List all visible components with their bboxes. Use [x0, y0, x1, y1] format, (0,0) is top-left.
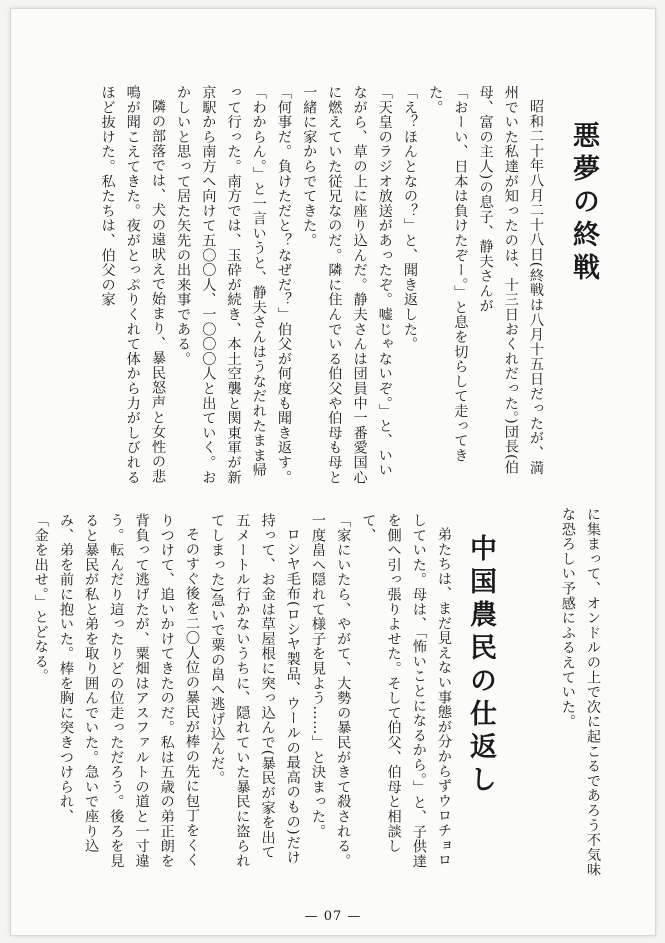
book-page	[10, 8, 656, 936]
section-title-bad-dream: 悪夢の終戦	[568, 121, 599, 286]
section-body-bad-dream	[86, 85, 548, 485]
section-title-farmers-revenge: 中国農民の仕返し	[465, 534, 496, 798]
paragraph: 隣の部落では、犬の遠吠えで始まり、暴民怒声と女性の悲鳴が聞こえてきた。夜がとっぷりくれて体から力がしびれるほど抜けた。私たちは、伯父の家	[99, 85, 166, 485]
paragraph: 昭和二十年八月二十八日(終戦は八月十五日だったが、満州でいた私達が知ったのは、十三日おくれだった。)団長(伯母、富の主人)の息子、静夫さんが	[477, 85, 544, 476]
page-number: — 07 —	[304, 909, 362, 924]
paragraph: そのすぐ後を二〇人位の暴民が棒の先に包丁をくくりつけて、追いかけてきたのだ。私は五歳の弟正朗を背負って逃げたが、粟畑はアスファルトの道と一寸違う。転んだり這ったりどの位走っただろう。後ろを見ると暴民が私と弟を取り囲んでいた。急いで座り込み、弟を前に抱いた。棒を胸に突きつけられ、	[57, 513, 200, 869]
paragraph: に集まって、オンドルの上で次に起こるであろう不気味な恐ろしい予感にふるえていた。	[559, 507, 601, 877]
paragraph: 「家にいたら、やがて、大勢の暴民がきて殺される。一度畠へ隠れて様子を見よう……」と決まった。	[309, 513, 352, 869]
paragraph: 「何事だ。負けただと？なぜだ？」伯父が何度も聞き返す。	[275, 85, 292, 485]
paragraph: 弟たちは、まだ見えない事態が分からずウロチョロしていた。母は、「怖いことになるから。」と、子供達を側へ引っ張りよせた。そして伯父、伯母と相談して、	[360, 513, 452, 869]
section-body-farmers-revenge	[32, 513, 456, 873]
paragraph: 「おーい、日本は負けたぞー。」と息を切らして走ってきた。	[427, 85, 469, 463]
paragraph: 「え？ほんとなの？」と、聞き返した。	[401, 85, 418, 352]
section-body-continuation	[551, 507, 605, 887]
paragraph: ロシヤ毛布(ロシヤ製品、ウールの最高のもの)だけ持って、お金は草屋根に突っ込んで(暴民が家を出て五メートル行かないうちに、隠れていた暴民に盗られてしまった)急いで粟の畠へ逃げ込んだ。	[209, 513, 301, 869]
paragraph: 「天皇のラジオ放送があったぞ。嘘じゃないぞ。」と、いいながら、草の上に座り込んだ。静夫さんは団員中一番愛国心に燃えていた従兄なのだ。隣に住んでいる伯父や伯母も母と一緒に家からでてきた。	[301, 85, 393, 485]
paragraph: 「わからん。」と一言いうと、静夫さんはうなだれたまま帰って行った。南方では、玉砕が続き、本土空襲と関東軍が新京駅から南方へ向けて五〇〇人、一〇〇〇人と出ていく。おかしいと思って居た矢先の出来事である。	[175, 85, 267, 485]
paragraph: 「金を出せ。」とどなる。	[32, 513, 49, 684]
